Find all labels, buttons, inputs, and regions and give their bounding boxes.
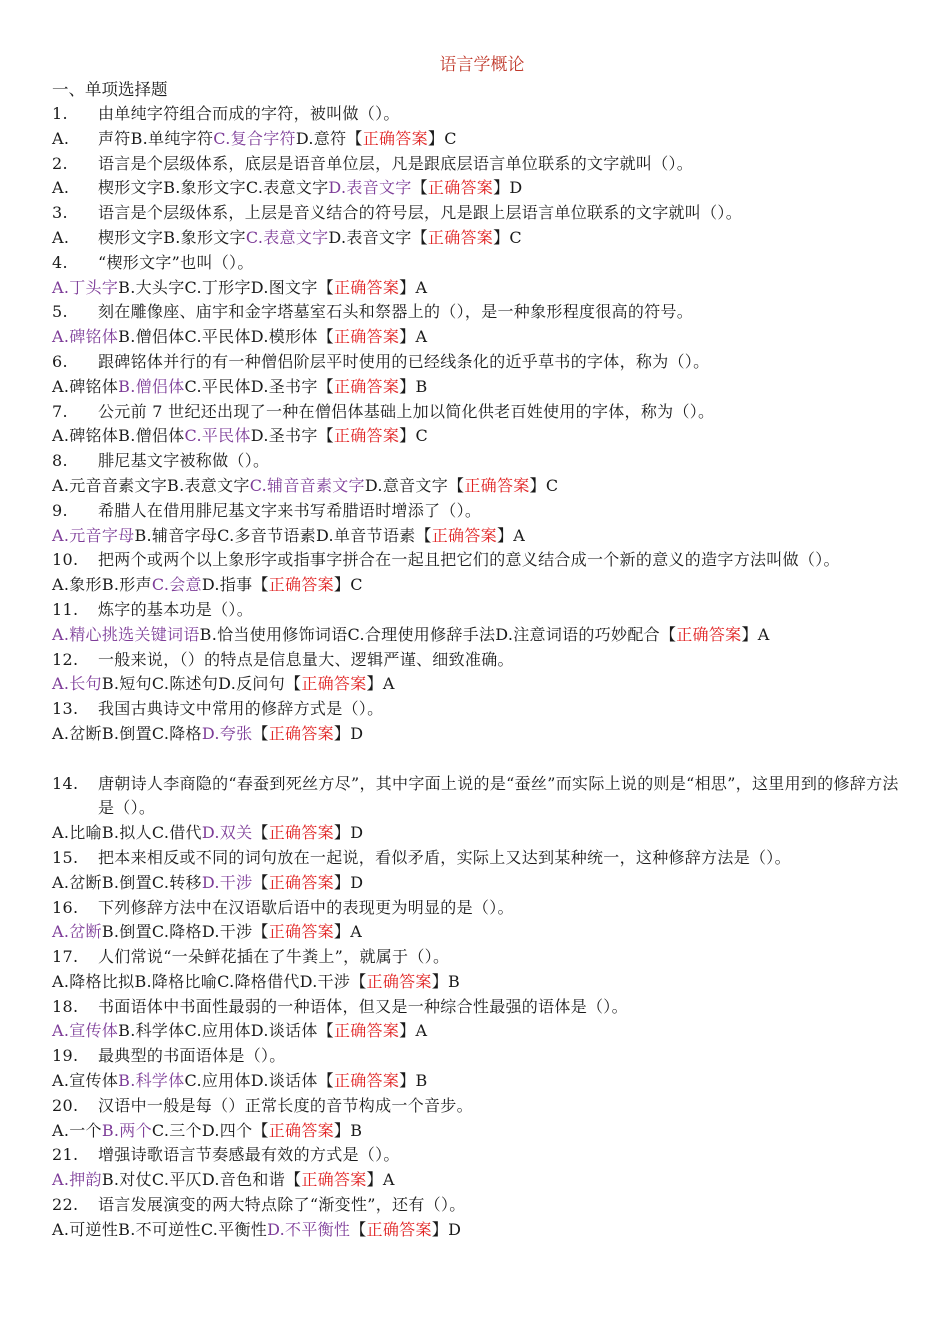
options-line (52, 226, 912, 251)
option-text: D.图文字 (250, 277, 318, 297)
option-text: 声符 (98, 128, 131, 148)
question-number: 18. (52, 996, 79, 1016)
option-text: B.象形文字 (163, 227, 246, 247)
answer-label: 正确答案 (676, 624, 742, 644)
answer-bracket: 【 (252, 872, 269, 892)
question-line (52, 846, 912, 871)
question-list (52, 102, 912, 1243)
answer-label: 正确答案 (301, 674, 367, 694)
question-line (52, 400, 912, 425)
question-number: 19. (52, 1046, 79, 1066)
answer-label: 正确答案 (268, 823, 334, 843)
option-text: D.干涉 (299, 971, 351, 991)
answer-label: 正确答案 (333, 277, 400, 297)
question-number: 4. (52, 252, 68, 272)
answer-bracket: 【 (317, 1021, 334, 1041)
option-text: A.岔断 (52, 872, 102, 892)
option-text: A.岔断 (52, 922, 102, 942)
option-text: B.僧侣体 (118, 376, 185, 396)
answer-bracket: 【 (252, 1120, 269, 1140)
answer-bracket: 】 (333, 723, 351, 743)
question-line (52, 251, 912, 276)
options-line (52, 127, 912, 152)
question-line (52, 896, 912, 921)
answer-value: B (415, 1071, 428, 1091)
answer-bracket: 【 (350, 971, 367, 991)
answer-bracket: 】 (366, 674, 383, 694)
option-text: C.辅音音素文字 (249, 475, 365, 495)
answer-bracket: 】 (366, 1170, 383, 1190)
answer-label: 正确答案 (427, 227, 494, 247)
question-text: 跟碑铭体并行的有一种僧侣阶层平时使用的已经线条化的近乎草书的字体，称为（）。 (98, 351, 710, 371)
option-text: D.表音文字 (328, 227, 412, 247)
question-text: 汉语中一般是每（）正常长度的音节构成一个音步。 (98, 1095, 473, 1115)
answer-bracket: 】 (333, 922, 351, 942)
answer-bracket: 】 (333, 1120, 351, 1140)
option-text: C.多音节语素 (217, 525, 316, 545)
answer-label: 正确答案 (366, 1219, 432, 1239)
options-line (52, 1168, 912, 1193)
answer-value: A (415, 277, 428, 297)
question-number: 21. (52, 1145, 79, 1165)
option-letter: A. (52, 128, 70, 148)
answer-bracket: 】 (431, 971, 449, 991)
answer-bracket: 【 (317, 376, 334, 396)
option-text: C.降格 (151, 922, 202, 942)
question-number: 15. (52, 847, 79, 867)
option-letter: A. (52, 227, 70, 247)
options-line (52, 871, 912, 896)
option-text: A.一个 (52, 1120, 102, 1140)
option-text: C.降格借代 (217, 971, 300, 991)
answer-bracket: 【 (411, 178, 428, 198)
answer-value: C (444, 128, 457, 148)
answer-label: 正确答案 (333, 327, 400, 347)
question-number: 10. (52, 550, 79, 570)
answer-bracket: 】 (399, 426, 416, 446)
option-text: A.碑铭体 (52, 426, 119, 446)
question-line (52, 697, 912, 722)
answer-value: D (350, 823, 364, 843)
answer-label: 正确答案 (268, 1120, 334, 1140)
option-text: A.象形 (52, 575, 102, 595)
option-text: C.应用体 (184, 1071, 251, 1091)
option-text: B.不可逆性 (118, 1219, 201, 1239)
option-text: D.表音文字 (328, 178, 412, 198)
answer-label: 正确答案 (268, 922, 334, 942)
question-number: 3. (52, 203, 68, 223)
option-text: A.长句 (52, 674, 102, 694)
question-text: 语言是个层级体系，底层是语音单位层，凡是跟底层语言单位联系的文字就叫（）。 (98, 153, 694, 173)
question-line (52, 772, 912, 822)
question-line (52, 449, 912, 474)
question-number: 13. (52, 699, 79, 719)
answer-value: C (350, 575, 363, 595)
question-line (52, 945, 912, 970)
answer-bracket: 【 (317, 327, 334, 347)
question-text: 下列修辞方法中在汉语歇后语中的表现更为明显的是（）。 (98, 897, 514, 917)
answer-value: B (350, 1120, 363, 1140)
options-line (52, 722, 912, 747)
question-line (52, 1193, 912, 1218)
option-text: 楔形文字 (98, 178, 164, 198)
answer-value: A (382, 674, 395, 694)
answer-label: 正确答案 (333, 1071, 400, 1091)
answer-label: 正确答案 (333, 426, 400, 446)
answer-bracket: 【 (252, 575, 269, 595)
answer-bracket: 】 (741, 624, 758, 644)
answer-value: C (545, 475, 559, 495)
options-line (52, 276, 912, 301)
answer-bracket: 】 (493, 178, 510, 198)
option-text: B.拟人 (101, 823, 152, 843)
question-number: 12. (52, 649, 79, 669)
section-heading: 一、单项选择题 (52, 80, 168, 99)
question-number: 8. (52, 451, 68, 471)
answer-value: A (350, 922, 363, 942)
answer-bracket: 】 (399, 376, 416, 396)
answer-bracket: 【 (448, 475, 465, 495)
question-number: 9. (52, 500, 68, 520)
question-line (52, 201, 912, 226)
answer-value: A (382, 1170, 395, 1190)
option-text: C.平民体 (184, 376, 251, 396)
blank-line (52, 747, 912, 772)
answer-label: 正确答案 (431, 525, 497, 545)
answer-bracket: 【 (415, 525, 432, 545)
option-text: A.精心挑选关键词语 (52, 624, 200, 644)
option-text: D.指事 (201, 575, 253, 595)
answer-bracket: 【 (317, 1071, 334, 1091)
answer-label: 正确答案 (333, 1021, 400, 1041)
question-number: 1. (52, 104, 68, 123)
answer-bracket: 【 (285, 674, 302, 694)
option-text: D.四个 (201, 1120, 253, 1140)
answer-bracket: 】 (333, 823, 351, 843)
answer-label: 正确答案 (268, 872, 334, 892)
option-text: A.降格比拟 (52, 971, 135, 991)
option-text: D.双关 (201, 823, 253, 843)
answer-label: 正确答案 (301, 1170, 367, 1190)
option-text: D.干涉 (201, 922, 253, 942)
question-text: 语言是个层级体系，上层是音义结合的符号层，凡是跟上层语言单位联系的文字就叫（）。 (98, 203, 743, 223)
option-text: A.岔断 (52, 723, 102, 743)
option-text: C.丁形字 (184, 277, 251, 297)
option-text: B.恰当使用修饰词语 (199, 624, 348, 644)
question-line (52, 102, 912, 127)
question-number: 22. (52, 1195, 79, 1215)
answer-label: 正确答案 (333, 376, 400, 396)
option-text: B.倒置 (101, 922, 152, 942)
question-line (52, 648, 912, 673)
answer-bracket: 】 (496, 525, 514, 545)
option-text: B.科学体 (118, 1021, 185, 1041)
question-text: “楔形文字”也叫（）。 (98, 252, 254, 272)
option-letter: A. (52, 178, 70, 198)
answer-value: C (415, 426, 429, 446)
answer-bracket: 】 (431, 1219, 449, 1239)
question-number: 11. (52, 599, 79, 619)
question-number: 14. (52, 773, 79, 793)
question-number: 2. (52, 153, 68, 173)
question-line (52, 548, 912, 573)
answer-value: B (415, 376, 428, 396)
options-line (52, 325, 912, 350)
option-text: C.转移 (151, 872, 202, 892)
question-line (52, 1143, 912, 1168)
answer-bracket: 【 (317, 277, 334, 297)
option-text: B.倒置 (101, 872, 152, 892)
option-text: B.辅音字母 (134, 525, 218, 545)
option-text: C.平民体 (184, 327, 251, 347)
answer-value: D (350, 723, 364, 743)
options-line (52, 573, 912, 598)
answer-bracket: 】 (399, 277, 416, 297)
option-text: B.象形文字 (163, 178, 246, 198)
question-text: 刻在雕像座、庙宇和金字塔墓室石头和祭器上的（），是一种象形程度很高的符号。 (98, 302, 694, 322)
option-text: A.碑铭体 (52, 376, 119, 396)
options-line (52, 970, 912, 995)
question-line (52, 152, 912, 177)
options-line (52, 524, 912, 549)
option-text: A.宣传体 (52, 1071, 119, 1091)
option-text: C.平仄 (151, 1170, 202, 1190)
option-text: C.表意文字 (245, 178, 329, 198)
question-text: 炼字的基本功是（）。 (98, 599, 254, 619)
option-text: B.僧侣体 (118, 426, 185, 446)
question-line (52, 499, 912, 524)
option-text: C.复合字符 (213, 128, 296, 148)
question-line (52, 300, 912, 325)
option-text: A.宣传体 (52, 1021, 119, 1041)
options-line (52, 1069, 912, 1094)
option-text: B.对仗 (101, 1170, 152, 1190)
answer-bracket: 【 (317, 426, 334, 446)
question-text: 腓尼基文字被称做（）。 (98, 451, 270, 471)
question-text: 增强诗歌语言节奏感最有效的方式是（）。 (98, 1145, 400, 1165)
option-text: C.表意文字 (245, 227, 329, 247)
question-line (52, 598, 912, 623)
question-number: 7. (52, 401, 68, 421)
options-line (52, 623, 912, 648)
options-line (52, 821, 912, 846)
answer-value: D (350, 872, 364, 892)
question-text: 把本来相反或不同的词句放在一起说，看似矛盾，实际上又达到某种统一，这种修辞方法是（）。 (98, 847, 791, 867)
options-line (52, 672, 912, 697)
option-text: A.丁头字 (52, 277, 119, 297)
option-text: D.注意词语的巧妙配合 (495, 624, 660, 644)
answer-label: 正确答案 (427, 178, 494, 198)
answer-value: A (513, 525, 526, 545)
option-text: A.元音音素文字 (52, 475, 168, 495)
option-text: C.合理使用修辞手法 (347, 624, 496, 644)
answer-bracket: 】 (529, 475, 546, 495)
question-number: 20. (52, 1095, 79, 1115)
question-line (52, 350, 912, 375)
answer-label: 正确答案 (366, 971, 432, 991)
option-text: B.形声 (101, 575, 152, 595)
options-line (52, 424, 912, 449)
option-text: C.平民体 (184, 426, 251, 446)
option-text: C.三个 (151, 1120, 202, 1140)
question-number: 5. (52, 302, 68, 322)
answer-bracket: 】 (399, 327, 416, 347)
answer-bracket: 【 (252, 723, 269, 743)
option-text: B.科学体 (118, 1071, 185, 1091)
question-text: 由单纯字符组合而成的字符，被叫做（）。 (98, 104, 400, 123)
question-line (52, 1044, 912, 1069)
option-text: D.圣书字 (250, 376, 318, 396)
answer-bracket: 】 (427, 128, 445, 148)
options-line (52, 1019, 912, 1044)
answer-bracket: 】 (399, 1021, 416, 1041)
question-text: 希腊人在借用腓尼基文字来书写希腊语时增添了（）。 (98, 500, 482, 520)
question-text: 语言发展演变的两大特点除了“渐变性”，还有（）。 (98, 1195, 466, 1215)
answer-label: 正确答案 (268, 723, 334, 743)
question-text: 最典型的书面语体是（）。 (98, 1046, 286, 1066)
option-text: B.僧侣体 (118, 327, 185, 347)
document-page (52, 52, 912, 1243)
options-line (52, 375, 912, 400)
option-text: C.陈述句 (151, 674, 219, 694)
question-line (52, 995, 912, 1020)
option-text: D.单音节语素 (315, 525, 416, 545)
options-line (52, 176, 912, 201)
option-text: A.押韵 (52, 1170, 102, 1190)
answer-bracket: 【 (659, 624, 677, 644)
answer-value: B (448, 971, 461, 991)
option-text: A.比喻 (52, 823, 102, 843)
option-text: C.应用体 (184, 1021, 251, 1041)
answer-bracket: 【 (285, 1170, 302, 1190)
option-text: C.会意 (151, 575, 202, 595)
question-text: 一般来说，（）的特点是信息量大、逻辑严谨、细致准确。 (98, 649, 514, 669)
option-text: B.倒置 (101, 723, 152, 743)
options-line (52, 1218, 912, 1243)
option-text: D.干涉 (201, 872, 253, 892)
answer-value: D (448, 1219, 462, 1239)
option-text: D.反问句 (218, 674, 286, 694)
option-text: 楔形文字 (98, 227, 164, 247)
question-text: 人们常说“一朵鲜花插在了牛粪上”，就属于（）。 (98, 947, 450, 967)
option-text: C.降格 (151, 723, 202, 743)
option-text: C.平衡性 (200, 1219, 268, 1239)
answer-bracket: 】 (493, 227, 510, 247)
question-line (52, 1094, 912, 1119)
answer-label: 正确答案 (362, 128, 428, 148)
option-text: D.圣书字 (250, 426, 318, 446)
page-title: 语言学概论 (439, 55, 525, 75)
option-text: D.谈话体 (250, 1021, 318, 1041)
options-line (52, 1119, 912, 1144)
answer-value: A (415, 1021, 428, 1041)
option-text: B.单纯字符 (130, 128, 214, 148)
answer-value: A (757, 624, 770, 644)
question-number: 16. (52, 897, 79, 917)
answer-bracket: 【 (350, 1219, 367, 1239)
option-text: D.意音文字 (364, 475, 449, 495)
option-text: D.音色和谐 (201, 1170, 286, 1190)
option-text: B.短句 (101, 674, 152, 694)
answer-bracket: 【 (346, 128, 363, 148)
answer-bracket: 】 (333, 575, 351, 595)
option-text: C.借代 (151, 823, 202, 843)
question-text: 把两个或两个以上象形字或指事字拼合在一起且把它们的意义结合成一个新的意义的造字方法叫做（）。 (98, 550, 840, 570)
answer-value: D (509, 178, 523, 198)
option-text: B.表意文字 (167, 475, 250, 495)
option-text: D.模形体 (250, 327, 318, 347)
question-text: 唐朝诗人李商隐的“春蚕到死丝方尽”，其中字面上说的是“蚕丝”而实际上说的则是“相思”，这里用到的修辞方法是（）。 (98, 773, 899, 818)
question-text: 公元前 7 世纪还出现了一种在僧侣体基础上加以简化供老百姓使用的字体，称为（）。 (98, 401, 715, 421)
option-text: B.大头字 (118, 277, 185, 297)
option-text: D.不平衡性 (267, 1219, 351, 1239)
option-text: D.夸张 (201, 723, 253, 743)
option-text: D.谈话体 (250, 1071, 318, 1091)
answer-label: 正确答案 (464, 475, 530, 495)
option-text: A.可逆性 (52, 1219, 119, 1239)
option-text: D.意符 (295, 128, 347, 148)
answer-label: 正确答案 (268, 575, 334, 595)
question-number: 6. (52, 351, 68, 371)
option-text: A.元音字母 (52, 525, 135, 545)
answer-value: C (509, 227, 522, 247)
options-line (52, 920, 912, 945)
options-line (52, 474, 912, 499)
option-text: B.降格比喻 (134, 971, 218, 991)
answer-value: A (415, 327, 428, 347)
option-text: B.两个 (101, 1120, 152, 1140)
answer-bracket: 】 (399, 1071, 416, 1091)
answer-bracket: 【 (252, 922, 269, 942)
question-text: 我国古典诗文中常用的修辞方式是（）。 (98, 699, 384, 719)
answer-bracket: 【 (252, 823, 269, 843)
question-number: 17. (52, 947, 79, 967)
question-text: 书面语体中书面性最弱的一种语体，但又是一种综合性最强的语体是（）。 (98, 996, 628, 1016)
option-text: A.碑铭体 (52, 327, 119, 347)
answer-bracket: 】 (333, 872, 351, 892)
answer-bracket: 【 (411, 227, 428, 247)
